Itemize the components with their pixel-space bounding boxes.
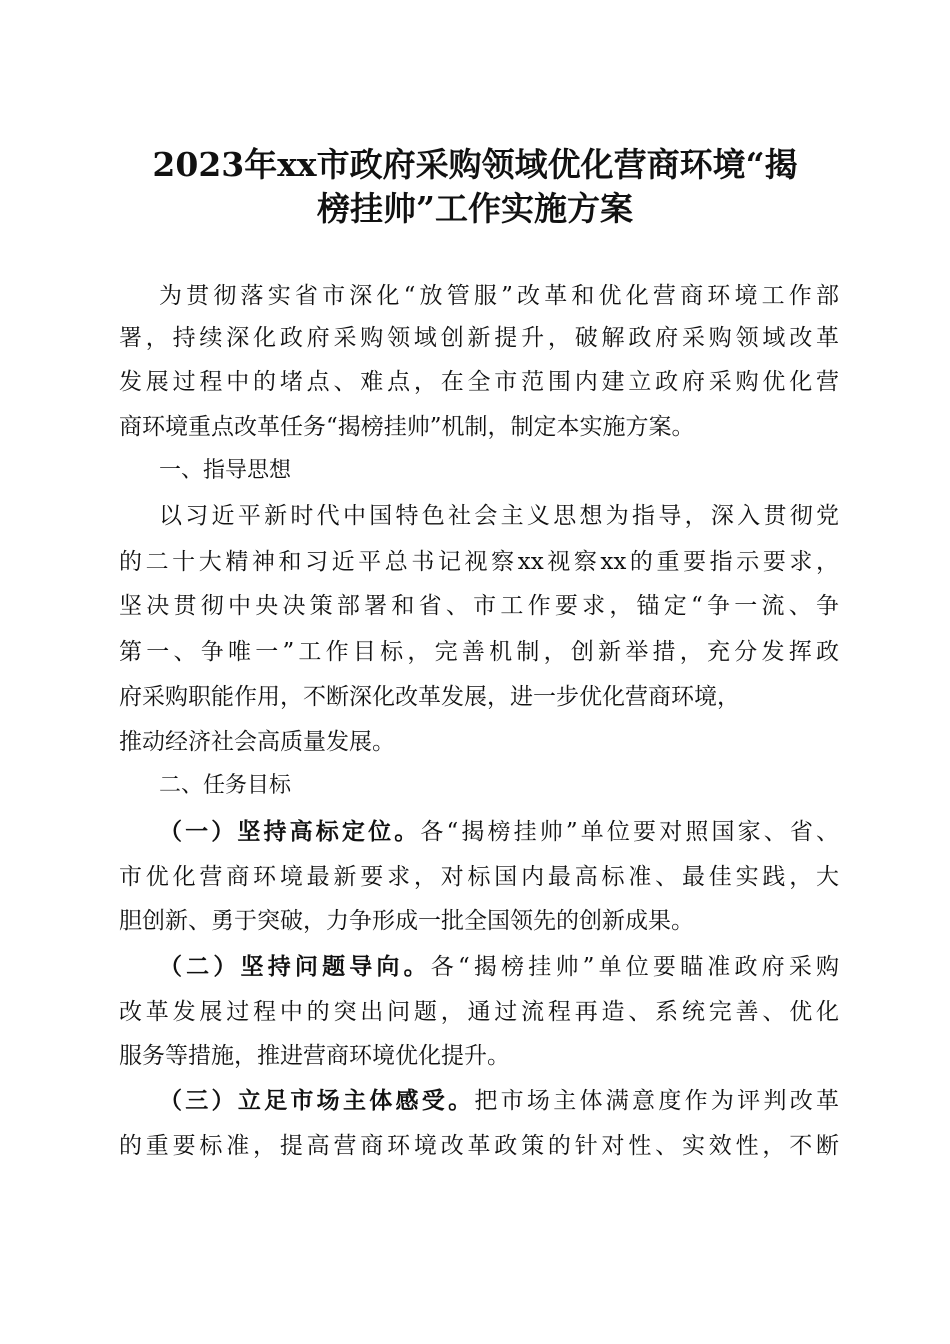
- section-heading-task-goals: 二、任务目标: [159, 773, 292, 798]
- document-title-line-1: 2023年xx市政府采购领域优化营商环境“揭: [152, 145, 798, 184]
- intro-line: 发展过程中的堵点、难点，在全市范围内建立政府采购优化营: [119, 369, 839, 395]
- item3-line: 的重要标准，提高营商环境改革政策的针对性、实效性，不断: [119, 1133, 839, 1159]
- item3-lead: （三）立足市场主体感受。: [159, 1088, 475, 1114]
- item1-line: 市优化营商环境最新要求，对标国内最高标准、最佳实践，大: [119, 864, 839, 890]
- section1-line: 推动经济社会高质量发展。: [119, 729, 395, 755]
- item2-line: 改革发展过程中的突出问题，通过流程再造、系统完善、优化: [119, 999, 839, 1025]
- document-title-line-2: 榜挂帅”工作实施方案: [317, 189, 633, 228]
- section1-line: 以习近平新时代中国特色社会主义思想为指导，深入贯彻党: [159, 503, 839, 529]
- item3-first-rest: 把市场主体满意度作为评判改革: [474, 1088, 839, 1114]
- section1-line: 府采购职能作用，不断深化改革发展，进一步优化营商环境，: [119, 684, 740, 710]
- section-heading-guiding-ideology: 一、指导思想: [159, 458, 292, 483]
- section1-line: 的二十大精神和习近平总书记视察xx视察xx的重要指示要求，: [119, 549, 839, 575]
- item3-first-line: [119, 1085, 839, 1117]
- intro-line: 商环境重点改革任务“揭榜挂帅”机制，制定本实施方案。: [119, 414, 695, 440]
- intro-line: 署，持续深化政府采购领域创新提升，破解政府采购领域改革: [119, 325, 839, 351]
- item2-line: 服务等措施，推进营商环境优化提升。: [119, 1043, 510, 1069]
- item1-line: 胆创新、勇于突破，力争形成一批全国领先的创新成果。: [119, 908, 694, 934]
- item2-lead: （二）坚持问题导向。: [159, 954, 431, 980]
- section1-line: 第一、争唯一”工作目标，完善机制，创新举措，充分发挥政: [119, 639, 839, 665]
- item2-first-line: [119, 951, 839, 983]
- intro-line: 为贯彻落实省市深化“放管服”改革和优化营商环境工作部: [159, 283, 839, 309]
- item1-first-line: [119, 816, 839, 848]
- item2-first-rest: 各“揭榜挂帅”单位要瞄准政府采购: [430, 954, 839, 980]
- item1-first-rest: 各“揭榜挂帅”单位要对照国家、省、: [420, 819, 839, 845]
- item1-lead: （一）坚持高标定位。: [159, 819, 421, 845]
- section1-line: 坚决贯彻中央决策部署和省、市工作要求，锚定“争一流、争: [119, 593, 839, 619]
